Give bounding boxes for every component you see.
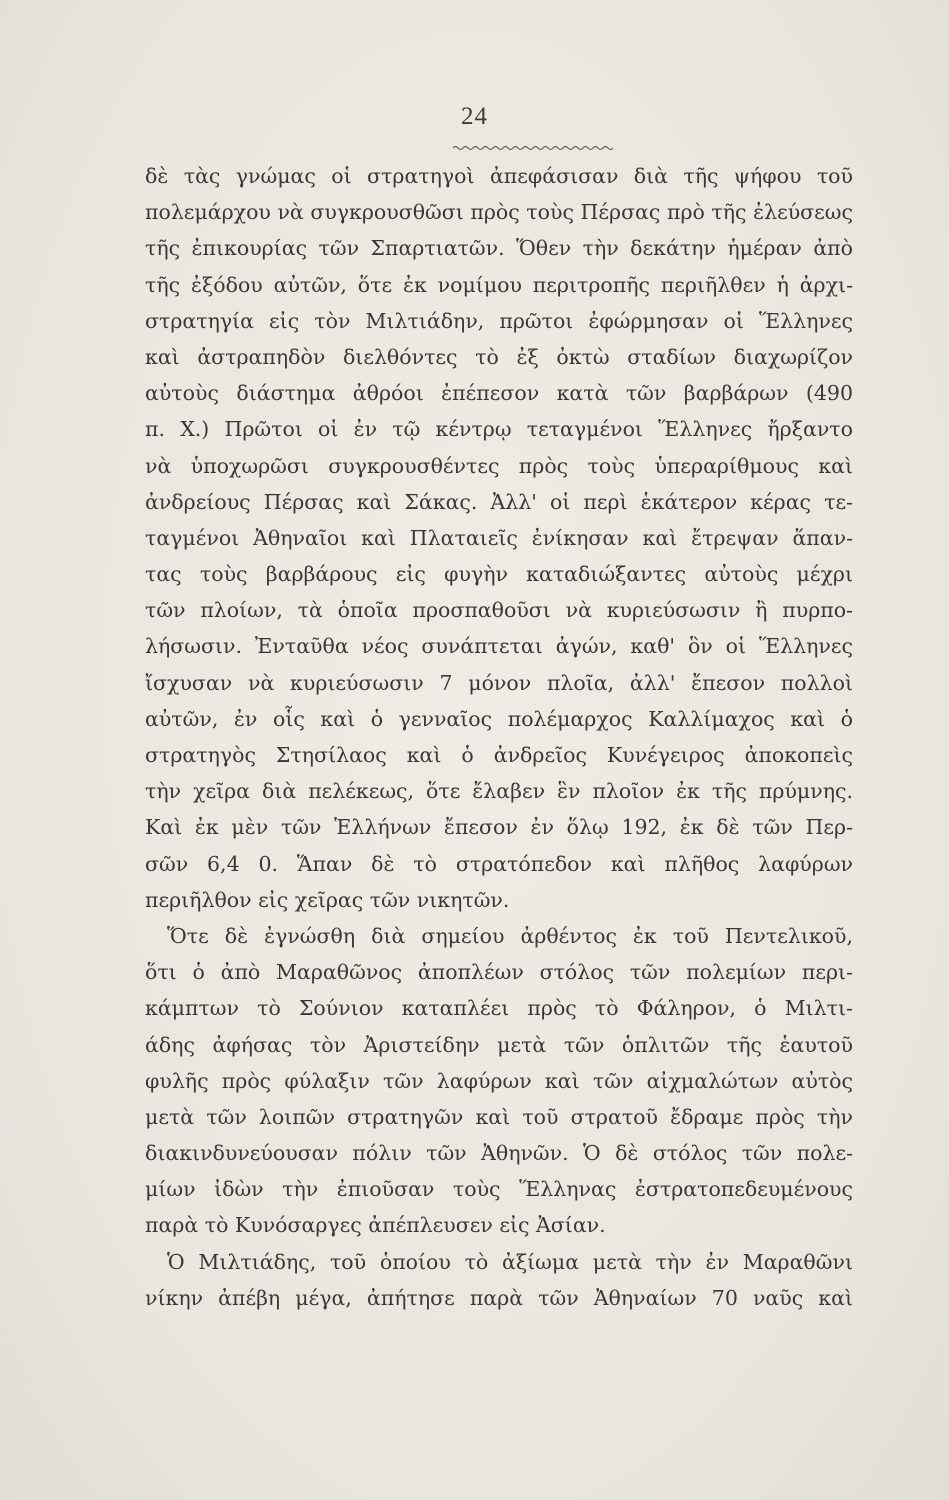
text-line: στρατηγὸς Στησίλαος καὶ ὁ ἀνδρεῖος Κυνέγειρος ἀποκοπεὶς xyxy=(145,743,853,767)
text-line: δὲ τὰς γνώμας οἱ στρατηγοὶ ἀπεφάσισαν διὰ τῆς ψήφου τοῦ xyxy=(145,164,853,188)
text-line: ταγμένοι Ἀθηναῖοι καὶ Πλαταιεῖς ἐνίκησαν καὶ ἔτρεψαν ἅπαν- xyxy=(145,525,853,550)
page-number: 24 xyxy=(461,103,488,130)
text-line: διακινδυνεύουσαν πόλιν τῶν Ἀθηνῶν. Ὁ δὲ στόλος τῶν πολε- xyxy=(145,1141,853,1166)
body-text xyxy=(145,158,853,1316)
header-ornament xyxy=(453,145,613,151)
text-line: μετὰ τῶν λοιπῶν στρατηγῶν καὶ τοῦ στρατοῦ ἔδραμε πρὸς τὴν xyxy=(145,1104,853,1129)
text-line: καὶ ἀστραπηδὸν διελθόντες τὸ ἐξ ὀκτὼ σταδίων διαχωρίζον xyxy=(145,344,853,369)
text-line: νίκην ἀπέβη μέγα, ἀπήτησε παρὰ τῶν Ἀθηναίων 70 ναῦς καὶ xyxy=(145,1285,853,1310)
text-line: στρατηγία εἰς τὸν Μιλτιάδην, πρῶτοι ἐφώρμησαν οἱ Ἕλληνες xyxy=(145,308,853,333)
text-line: αὐτοὺς διάστημα ἀθρόοι ἐπέπεσον κατὰ τῶν βαρβάρων (490 xyxy=(145,381,853,406)
text-line: ὅτι ὁ ἀπὸ Μαραθῶνος ἀποπλέων στόλος τῶν πολεμίων περι- xyxy=(145,960,853,985)
text-line: τας τοὺς βαρβάρους εἰς φυγὴν καταδιώξαντες αὐτοὺς μέχρι xyxy=(145,562,853,587)
text-line: τῆς ἐξόδου αὐτῶν, ὅτε ἐκ νομίμου περιτροπῆς περιῆλθεν ἡ ἀρχι- xyxy=(145,272,853,297)
text-line: ἴσχυσαν νὰ κυριεύσωσιν 7 μόνον πλοῖα, ἀλλ' ἔπεσον πολλοὶ xyxy=(145,670,853,695)
text-line: τῆς ἐπικουρίας τῶν Σπαρτιατῶν. Ὅθεν τὴν δεκάτην ἡμέραν ἀπὸ xyxy=(145,236,853,261)
text-line: αὐτῶν, ἐν οἷς καὶ ὁ γενναῖος πολέμαρχος Καλλίμαχος καὶ ὁ xyxy=(145,706,853,731)
text-line: ἀνδρείους Πέρσας καὶ Σάκας. Ἀλλ' οἱ περὶ ἑκάτερον κέρας τε- xyxy=(145,489,853,514)
text-line: άδης ἀφήσας τὸν Ἀριστείδην μετὰ τῶν ὁπλιτῶν τῆς ἑαυτοῦ xyxy=(145,1032,853,1057)
text-line: περιῆλθον εἰς χεῖρας τῶν νικητῶν. xyxy=(145,887,510,912)
text-line: κάμπτων τὸ Σούνιον καταπλέει πρὸς τὸ Φάληρον, ὁ Μιλτι- xyxy=(145,996,853,1021)
text-line: πολεμάρχου νὰ συγκρουσθῶσι πρὸς τοὺς Πέρσας πρὸ τῆς ἐλεύσεως xyxy=(145,200,853,225)
text-line: Ὅτε δὲ ἐγνώσθη διὰ σημείου ἀρθέντος ἐκ τοῦ Πεντελικοῦ, xyxy=(167,923,853,948)
text-line: νὰ ὑποχωρῶσι συγκρουσθέντες πρὸς τοὺς ὑπεραρίθμους καὶ xyxy=(145,453,853,478)
text-line: τὴν χεῖρα διὰ πελέκεως, ὅτε ἔλαβεν ἓν πλοῖον ἐκ τῆς πρύμνης. xyxy=(145,779,853,804)
text-line: π. Χ.) Πρῶτοι οἱ ἐν τῷ κέντρῳ τεταγμένοι Ἕλληνες ἤρξαντο xyxy=(145,417,853,442)
text-line: μίων ἰδὼν τὴν ἐπιοῦσαν τοὺς Ἕλληνας ἐστρατοπεδευμένους xyxy=(145,1177,853,1202)
text-line: σῶν 6,4 0. Ἅπαν δὲ τὸ στρατόπεδον καὶ πλῆθος λαφύρων xyxy=(145,851,853,876)
text-line: φυλῆς πρὸς φύλαξιν τῶν λαφύρων καὶ τῶν αἰχμαλώτων αὐτὸς xyxy=(145,1068,853,1093)
text-line: παρὰ τὸ Κυνόσαργες ἀπέπλευσεν εἰς Ἀσίαν. xyxy=(145,1213,606,1238)
text-line: Καὶ ἐκ μὲν τῶν Ἑλλήνων ἔπεσον ἐν ὅλῳ 192, ἐκ δὲ τῶν Περ- xyxy=(145,815,853,840)
text-line: λήσωσιν. Ἐνταῦθα νέος συνάπτεται ἀγών, καθ' ὃν οἱ Ἕλληνες xyxy=(145,634,853,659)
text-line: τῶν πλοίων, τὰ ὁποῖα προσπαθοῦσι νὰ κυριεύσωσιν ἢ πυρπο- xyxy=(145,598,853,623)
text-line: Ὁ Μιλτιάδης, τοῦ ὁποίου τὸ ἀξίωμα μετὰ τὴν ἐν Μαραθῶνι xyxy=(167,1249,853,1274)
